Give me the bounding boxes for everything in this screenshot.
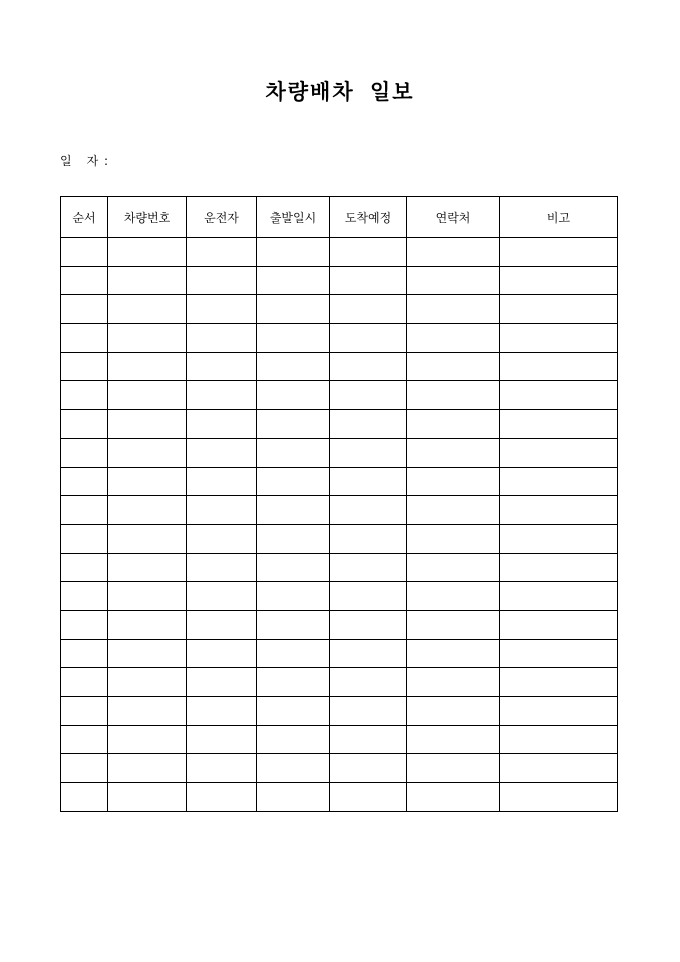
cell-expected-arrival[interactable] [330, 553, 407, 582]
table-row [61, 295, 618, 324]
cell-driver[interactable] [187, 524, 257, 553]
date-field [60, 152, 123, 169]
cell-remarks[interactable] [500, 553, 618, 582]
cell-remarks[interactable] [500, 754, 618, 783]
table-row [61, 467, 618, 496]
header-vehicle-number: 차량번호 [108, 197, 187, 238]
cell-vehicle-number[interactable] [108, 410, 187, 439]
cell-departure-time[interactable] [257, 582, 330, 611]
cell-expected-arrival[interactable] [330, 754, 407, 783]
cell-vehicle-number[interactable] [108, 754, 187, 783]
cell-expected-arrival[interactable] [330, 697, 407, 726]
cell-remarks[interactable] [500, 697, 618, 726]
cell-order[interactable] [61, 553, 108, 582]
cell-driver[interactable] [187, 238, 257, 267]
date-label-char-2: 자 : [86, 154, 110, 168]
cell-departure-time[interactable] [257, 410, 330, 439]
cell-departure-time[interactable] [257, 467, 330, 496]
cell-departure-time[interactable] [257, 697, 330, 726]
cell-expected-arrival[interactable] [330, 524, 407, 553]
cell-contact[interactable] [407, 410, 500, 439]
cell-vehicle-number[interactable] [108, 324, 187, 353]
cell-remarks[interactable] [500, 496, 618, 525]
cell-remarks[interactable] [500, 610, 618, 639]
cell-expected-arrival[interactable] [330, 324, 407, 353]
cell-contact[interactable] [407, 582, 500, 611]
header-contact: 연락처 [407, 197, 500, 238]
cell-order[interactable] [61, 266, 108, 295]
cell-remarks[interactable] [500, 266, 618, 295]
cell-order[interactable] [61, 754, 108, 783]
cell-driver[interactable] [187, 783, 257, 812]
cell-remarks[interactable] [500, 524, 618, 553]
cell-remarks[interactable] [500, 410, 618, 439]
table-body [61, 238, 618, 812]
cell-vehicle-number[interactable] [108, 783, 187, 812]
cell-driver[interactable] [187, 754, 257, 783]
cell-expected-arrival[interactable] [330, 467, 407, 496]
table-row [61, 324, 618, 353]
cell-driver[interactable] [187, 639, 257, 668]
cell-order[interactable] [61, 725, 108, 754]
cell-departure-time[interactable] [257, 295, 330, 324]
cell-remarks[interactable] [500, 238, 618, 267]
cell-departure-time[interactable] [257, 610, 330, 639]
cell-expected-arrival[interactable] [330, 639, 407, 668]
cell-order[interactable] [61, 467, 108, 496]
cell-departure-time[interactable] [257, 238, 330, 267]
cell-order[interactable] [61, 783, 108, 812]
cell-driver[interactable] [187, 610, 257, 639]
table-row [61, 639, 618, 668]
table-row [61, 410, 618, 439]
cell-driver[interactable] [187, 266, 257, 295]
cell-contact[interactable] [407, 697, 500, 726]
cell-driver[interactable] [187, 295, 257, 324]
cell-order[interactable] [61, 352, 108, 381]
cell-order[interactable] [61, 496, 108, 525]
cell-order[interactable] [61, 610, 108, 639]
table-header-row [61, 197, 618, 238]
cell-departure-time[interactable] [257, 553, 330, 582]
cell-contact[interactable] [407, 553, 500, 582]
cell-order[interactable] [61, 639, 108, 668]
header-departure-time: 출발일시 [257, 197, 330, 238]
cell-expected-arrival[interactable] [330, 381, 407, 410]
cell-contact[interactable] [407, 639, 500, 668]
cell-expected-arrival[interactable] [330, 610, 407, 639]
cell-departure-time[interactable] [257, 639, 330, 668]
cell-order[interactable] [61, 410, 108, 439]
cell-contact[interactable] [407, 783, 500, 812]
cell-expected-arrival[interactable] [330, 496, 407, 525]
cell-vehicle-number[interactable] [108, 725, 187, 754]
table-row [61, 725, 618, 754]
cell-vehicle-number[interactable] [108, 295, 187, 324]
cell-departure-time[interactable] [257, 381, 330, 410]
date-label-char-1: 일 [60, 154, 73, 168]
cell-departure-time[interactable] [257, 266, 330, 295]
cell-driver[interactable] [187, 381, 257, 410]
cell-contact[interactable] [407, 496, 500, 525]
cell-contact[interactable] [407, 295, 500, 324]
cell-expected-arrival[interactable] [330, 352, 407, 381]
table-row [61, 438, 618, 467]
cell-order[interactable] [61, 697, 108, 726]
table-row [61, 553, 618, 582]
cell-remarks[interactable] [500, 352, 618, 381]
table-row [61, 582, 618, 611]
cell-driver[interactable] [187, 496, 257, 525]
cell-vehicle-number[interactable] [108, 524, 187, 553]
cell-contact[interactable] [407, 381, 500, 410]
cell-driver[interactable] [187, 553, 257, 582]
cell-remarks[interactable] [500, 639, 618, 668]
cell-vehicle-number[interactable] [108, 266, 187, 295]
header-remarks: 비고 [500, 197, 618, 238]
cell-driver[interactable] [187, 697, 257, 726]
cell-remarks[interactable] [500, 725, 618, 754]
cell-order[interactable] [61, 524, 108, 553]
cell-remarks[interactable] [500, 783, 618, 812]
header-driver: 운전자 [187, 197, 257, 238]
table-row [61, 266, 618, 295]
cell-order[interactable] [61, 295, 108, 324]
cell-vehicle-number[interactable] [108, 639, 187, 668]
cell-departure-time[interactable] [257, 783, 330, 812]
cell-expected-arrival[interactable] [330, 410, 407, 439]
cell-departure-time[interactable] [257, 324, 330, 353]
cell-contact[interactable] [407, 668, 500, 697]
table-row [61, 783, 618, 812]
cell-vehicle-number[interactable] [108, 668, 187, 697]
cell-departure-time[interactable] [257, 754, 330, 783]
document-title: 차량배차 일보 [265, 79, 415, 104]
cell-contact[interactable] [407, 754, 500, 783]
cell-remarks[interactable] [500, 381, 618, 410]
cell-contact[interactable] [407, 324, 500, 353]
cell-driver[interactable] [187, 725, 257, 754]
cell-remarks[interactable] [500, 668, 618, 697]
cell-vehicle-number[interactable] [108, 582, 187, 611]
cell-vehicle-number[interactable] [108, 381, 187, 410]
cell-contact[interactable] [407, 438, 500, 467]
table-row [61, 381, 618, 410]
cell-order[interactable] [61, 381, 108, 410]
table-row [61, 524, 618, 553]
header-expected-arrival: 도착예정 [330, 197, 407, 238]
cell-vehicle-number[interactable] [108, 238, 187, 267]
cell-vehicle-number[interactable] [108, 697, 187, 726]
cell-contact[interactable] [407, 524, 500, 553]
cell-remarks[interactable] [500, 582, 618, 611]
cell-contact[interactable] [407, 610, 500, 639]
cell-remarks[interactable] [500, 324, 618, 353]
cell-contact[interactable] [407, 352, 500, 381]
cell-vehicle-number[interactable] [108, 553, 187, 582]
cell-expected-arrival[interactable] [330, 438, 407, 467]
cell-driver[interactable] [187, 324, 257, 353]
cell-vehicle-number[interactable] [108, 352, 187, 381]
cell-departure-time[interactable] [257, 496, 330, 525]
cell-departure-time[interactable] [257, 725, 330, 754]
cell-expected-arrival[interactable] [330, 266, 407, 295]
cell-expected-arrival[interactable] [330, 725, 407, 754]
table-row [61, 754, 618, 783]
cell-expected-arrival[interactable] [330, 783, 407, 812]
dispatch-log-table [60, 196, 618, 812]
table-row [61, 697, 618, 726]
cell-departure-time[interactable] [257, 668, 330, 697]
cell-contact[interactable] [407, 467, 500, 496]
cell-driver[interactable] [187, 410, 257, 439]
cell-order[interactable] [61, 238, 108, 267]
cell-expected-arrival[interactable] [330, 238, 407, 267]
cell-driver[interactable] [187, 467, 257, 496]
cell-driver[interactable] [187, 352, 257, 381]
cell-vehicle-number[interactable] [108, 496, 187, 525]
cell-contact[interactable] [407, 238, 500, 267]
cell-driver[interactable] [187, 668, 257, 697]
cell-expected-arrival[interactable] [330, 668, 407, 697]
table-row [61, 610, 618, 639]
cell-order[interactable] [61, 324, 108, 353]
cell-remarks[interactable] [500, 438, 618, 467]
cell-order[interactable] [61, 438, 108, 467]
cell-departure-time[interactable] [257, 524, 330, 553]
cell-order[interactable] [61, 668, 108, 697]
cell-vehicle-number[interactable] [108, 610, 187, 639]
table-row [61, 352, 618, 381]
cell-expected-arrival[interactable] [330, 295, 407, 324]
table-row [61, 496, 618, 525]
header-order: 순서 [61, 197, 108, 238]
cell-driver[interactable] [187, 582, 257, 611]
cell-vehicle-number[interactable] [108, 438, 187, 467]
table-row [61, 668, 618, 697]
cell-vehicle-number[interactable] [108, 467, 187, 496]
cell-order[interactable] [61, 582, 108, 611]
table-row [61, 238, 618, 267]
cell-contact[interactable] [407, 725, 500, 754]
cell-contact[interactable] [407, 266, 500, 295]
cell-remarks[interactable] [500, 467, 618, 496]
cell-driver[interactable] [187, 438, 257, 467]
cell-remarks[interactable] [500, 295, 618, 324]
cell-departure-time[interactable] [257, 438, 330, 467]
cell-expected-arrival[interactable] [330, 582, 407, 611]
cell-departure-time[interactable] [257, 352, 330, 381]
